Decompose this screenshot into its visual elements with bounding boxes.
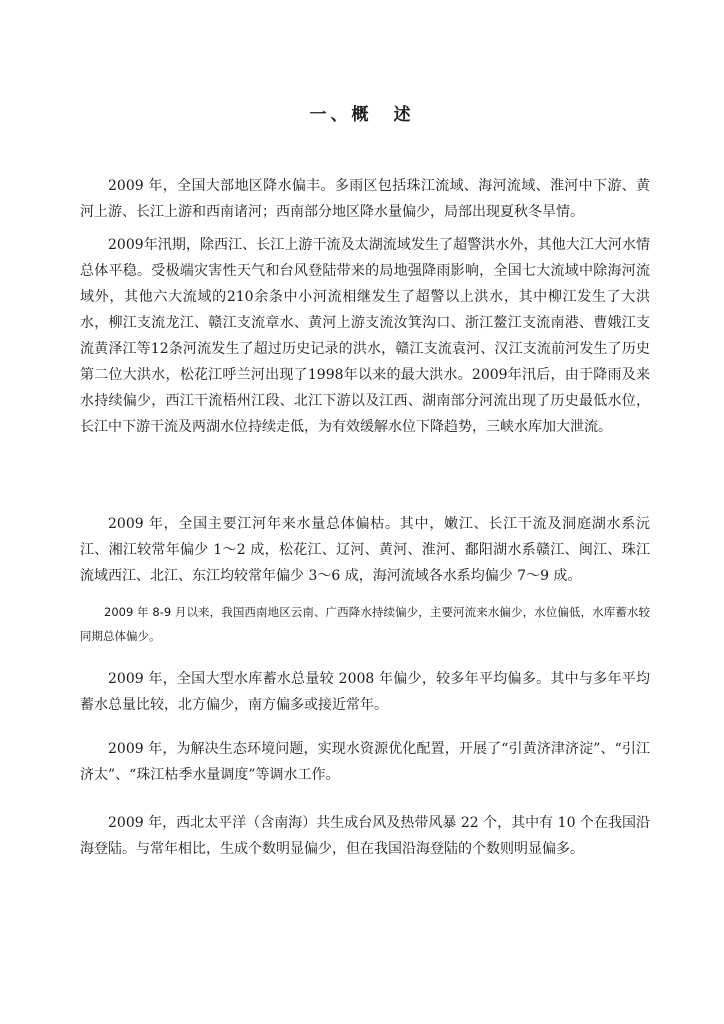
paragraph-flood-season: 2009年汛期，除西江、长江上游干流及太湖流域发生了超警洪水外，其他大江大河水情总体平稳。受极端灾害性天气和台风登陆带来的局地强降雨影响，全国七大流域中除海河流域外，其他六大流域的210余条中小河流相继发生了超警以上洪水，其中柳江发生了大洪水，柳江支流龙江、赣江支流章水、黄河上游支流汝箕沟口、浙江鳌江支流南港、曹娥江支流黄泽江等12条河流发生了超过历史记录的洪水，赣江支流袁河、汉江支流前河发生了历史第二位大洪水，松花江呼兰河出现了1998年以来的最大洪水。2009年汛后，由于降雨及来水持续偏少，西江干流梧州江段、北江下游以及江西、湖南部分河流出现了历史最低水位，长江中下游干流及两湖水位持续走低，为有效缓解水位下降趋势，三峡水库加大泄流。 bbox=[80, 237, 650, 435]
paragraph-water-transfer: 2009 年，为解决生态环境问题，实现水资源优化配置，开展了“引黄济津济淀”、“引江济太”、“珠江枯季水量调度”等调水工作。 bbox=[80, 741, 650, 783]
paragraph-reservoir-storage: 2009 年，全国大型水库蓄水总量较 2008 年偏少，较多年平均偏多。其中与多年平均蓄水总量比较，北方偏少，南方偏多或接近常年。 bbox=[80, 671, 650, 713]
paragraph-precipitation-overview: 2009 年，全国大部地区降水偏丰。多雨区包括珠江流域、海河流域、淮河中下游、黄河上游、长江上游和西南诸河；西南部分地区降水量偏少，局部出现夏秋冬旱情。 bbox=[80, 178, 650, 220]
paragraph-annual-runoff: 2009 年，全国主要江河年来水量总体偏枯。其中，嫩江、长江干流及洞庭湖水系沅江、湘江较常年偏少 1～2 成，松花江、辽河、黄河、淮河、鄱阳湖水系赣江、闽江、珠江流域西江、北江、东江均较常年偏少 3～6 成，海河流域各水系均偏少 7～9 成。 bbox=[80, 516, 650, 584]
section-title: 一、概 述 bbox=[309, 105, 415, 125]
paragraph-southwest-drought: 2009 年 8-9 月以来，我国西南地区云南、广西降水持续偏少，主要河流来水偏少，水位偏低，水库蓄水较同期总体偏少。 bbox=[80, 605, 650, 643]
paragraph-typhoons: 2009 年，西北太平洋（含南海）共生成台风及热带风暴 22 个，其中有 10 个在我国沿海登陆。与常年相比，生成个数明显偏少，但在我国沿海登陆的个数则明显偏多。 bbox=[80, 815, 650, 857]
